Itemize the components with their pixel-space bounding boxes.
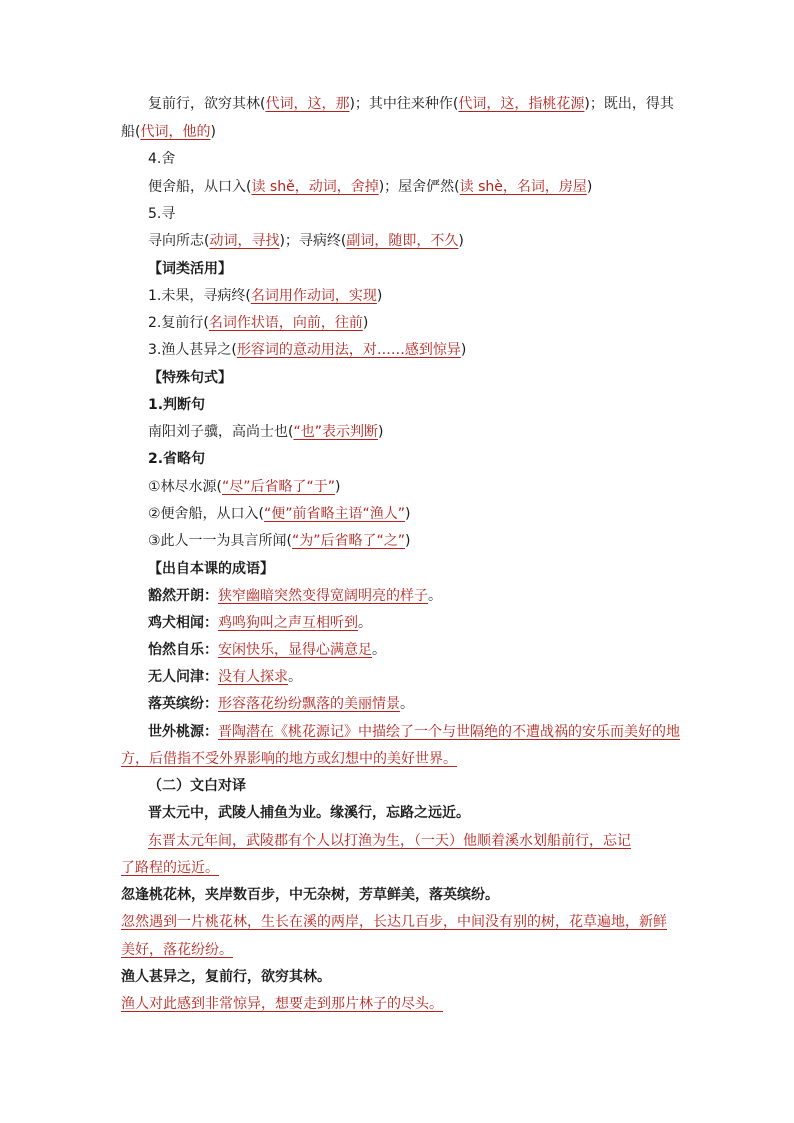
text: 。 [372, 642, 386, 658]
answer: 代词，这，那 [265, 96, 350, 112]
answer: “为”后省略了“之” [292, 533, 406, 549]
translation-line [121, 858, 219, 878]
answer: 形容落花纷纷飘落的美丽情景 [218, 696, 400, 712]
text: 复前行，欲穷其林( [148, 96, 266, 112]
section-heading: （二）文白对译 [148, 778, 246, 794]
idiom-line [148, 694, 414, 714]
text: 。 [288, 669, 302, 685]
text: 3.渔人甚异之( [148, 342, 237, 358]
answer: 代词，他的 [140, 124, 211, 140]
translation-line [121, 994, 443, 1014]
text: ) [335, 479, 341, 495]
text: 1.未果，寻病终( [148, 288, 251, 304]
answer: 名词作状语，向前，往前 [208, 315, 363, 331]
original-text: 忽逢桃花林，夹岸数百步，中无杂树，芳草鲜美，落英缤纷。 [121, 887, 499, 903]
original-text: 渔人甚异之，复前行，欲穷其林。 [121, 969, 331, 985]
text: 。 [428, 588, 442, 604]
item-heading: 4.舍 [148, 151, 176, 167]
idiom-term: 世外桃源： [148, 724, 218, 740]
translation: 渔人对此感到非常惊异，想要走到那片林子的尽头。 [121, 996, 443, 1012]
text-line [148, 340, 466, 360]
answer: 没有人探求 [218, 669, 288, 685]
idiom-term: 豁然开朗： [148, 588, 218, 604]
text-line [148, 286, 382, 306]
translation: 忽然遇到一片桃花林，生长在溪的两岸，长达几百步，中间没有别的树，花草遍地，新鲜 [121, 914, 667, 930]
section-heading: 【特殊句式】 [148, 370, 232, 386]
idiom-term: 落英缤纷： [148, 696, 218, 712]
translation-line [121, 940, 233, 960]
answer: “也”表示判断 [293, 424, 378, 440]
text-line [148, 504, 411, 524]
section-heading: 【出自本课的成语】 [148, 561, 274, 577]
text: 2.复前行( [148, 315, 209, 331]
text: ) [405, 506, 411, 522]
translation-line [148, 831, 631, 851]
translation: 了路程的远近。 [121, 860, 219, 876]
idiom-term: 无人问津： [148, 669, 218, 685]
idiom-line [148, 640, 386, 660]
idiom-term: 鸡犬相闻： [148, 615, 218, 631]
text: 。 [400, 696, 414, 712]
text: ) [405, 533, 411, 549]
idiom-term: 怡然自乐： [148, 642, 218, 658]
answer: “尽”后省略了“于” [222, 479, 336, 495]
section-heading: 【词类活用】 [148, 261, 232, 277]
answer: 读 shè，名词，房屋 [459, 179, 587, 195]
idiom-line [148, 586, 442, 606]
text-line [148, 422, 383, 442]
text: ) [460, 342, 467, 358]
answer: 狭窄幽暗突然变得宽阔明亮的样子 [218, 588, 428, 604]
text: ) [210, 124, 216, 140]
text-line [148, 531, 411, 551]
idiom-line [148, 667, 302, 687]
answer: 方，后借指不受外界影响的地方或幻想中的美好世界。 [121, 751, 457, 767]
answer: 动词，寻找 [209, 233, 280, 249]
text: )；屋舍俨然( [378, 179, 460, 195]
text: )；其中往来种作( [349, 96, 459, 112]
item-heading: 1.判断句 [148, 397, 206, 413]
text: ) [586, 179, 593, 195]
text: )；既出，得其 [584, 96, 674, 112]
text: 船( [121, 124, 141, 140]
text: )；寻病终( [279, 233, 347, 249]
text: 南阳刘子骥，高尚士也( [148, 424, 294, 440]
text-line [121, 122, 216, 142]
text: ①林尽水源( [148, 479, 223, 495]
text-line [121, 749, 457, 769]
answer: 形容词的意动用法，对……感到惊异 [236, 342, 461, 358]
text: ) [376, 288, 383, 304]
answer: 晋陶潜在《桃花源记》中描绘了一个与世隔绝的不遭战祸的安乐而美好的地 [218, 724, 680, 740]
text: ) [362, 315, 369, 331]
text-line [148, 94, 674, 114]
text: ②便舍船，从口入( [148, 506, 265, 522]
answer: 读 shě，动词，舍掉 [251, 179, 379, 195]
idiom-line [148, 722, 680, 742]
translation: 东晋太元年间，武陵郡有个人以打渔为生，（一天）他顺着溪水划船前行，忘记 [148, 833, 631, 849]
text-line [148, 313, 368, 333]
item-heading: 5.寻 [148, 206, 176, 222]
text: ) [377, 424, 384, 440]
text-line [148, 177, 592, 197]
text-line [148, 231, 464, 251]
text-line [148, 477, 341, 497]
idiom-line [148, 613, 372, 633]
text: ) [458, 233, 464, 249]
text: 寻向所志( [148, 233, 210, 249]
item-heading: 2.省略句 [148, 451, 206, 467]
answer: 鸡鸣狗叫之声互相听到 [218, 615, 358, 631]
text: 便舍船，从口入( [148, 179, 252, 195]
answer: “便”前省略主语“渔人” [264, 506, 406, 522]
answer: 副词，随即，不久 [346, 233, 459, 249]
answer: 安闲快乐，显得心满意足 [218, 642, 372, 658]
text: ③此人一一为具言所闻( [148, 533, 293, 549]
original-text: 晋太元中，武陵人捕鱼为业。缘溪行，忘路之远近。 [148, 805, 470, 821]
translation-line [121, 912, 667, 932]
text: 。 [358, 615, 372, 631]
answer: 代词，这，指桃花源 [458, 96, 585, 112]
translation: 美好，落花纷纷。 [121, 942, 233, 958]
answer: 名词用作动词，实现 [250, 288, 377, 304]
